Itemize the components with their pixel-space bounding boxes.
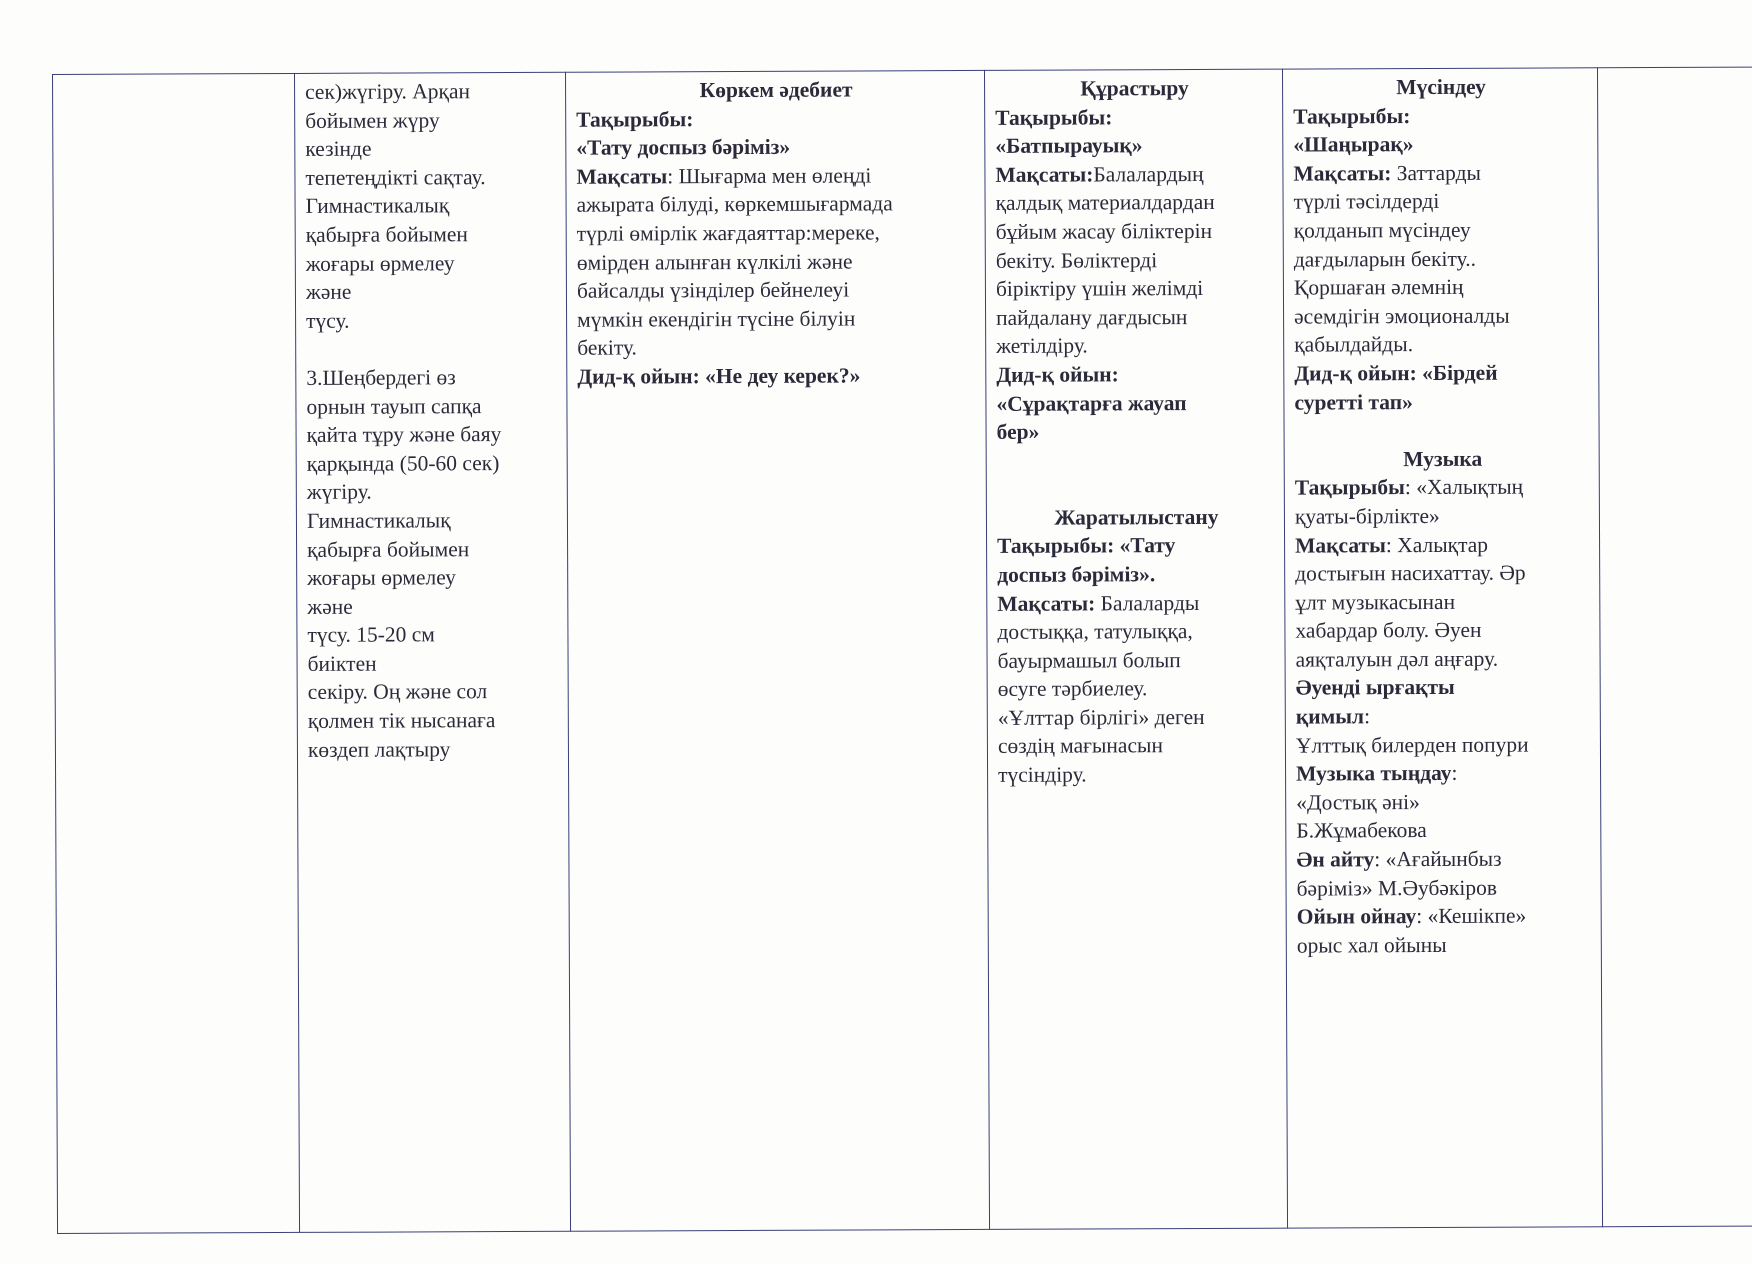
text-line: дағдыларын бекіту.. <box>1293 246 1476 272</box>
text-line: түсу. <box>306 308 350 333</box>
didactic-game: бер» <box>996 419 1040 445</box>
text-line: бекіту. Бөліктерді <box>995 247 1158 273</box>
text-line: қарқында (50-60 сек) <box>306 450 500 476</box>
text-line: жүгіру. <box>306 479 372 505</box>
text-line: және <box>307 594 353 619</box>
text-line: Б.Жұмабекова <box>1296 818 1427 844</box>
play-line <box>1297 902 1593 932</box>
text-line: өсуге тәрбиелеу. <box>997 676 1148 702</box>
topic-value: доспыз бәріміз». <box>997 562 1156 587</box>
text-line: кезінде <box>305 136 372 162</box>
goal-line <box>1293 158 1589 188</box>
text-line: қабылдайды. <box>1294 332 1414 357</box>
text-line: бекіту. <box>577 335 637 361</box>
text-line: түсу. 15-20 см <box>307 622 435 648</box>
text-line: бәріміз» М.Әубәкіров <box>1296 875 1498 901</box>
topic-label: Тақырыбы: <box>1293 103 1411 129</box>
didactic-game: Дид-қ ойын: «Бірдей <box>1294 360 1498 386</box>
text-line: байсалды үзінділер бейнелеуі <box>576 277 850 303</box>
text-line: «Достық әні» <box>1296 789 1420 815</box>
text-line: әсемдігін эмоционалды <box>1294 303 1510 329</box>
cell-empty-right <box>1597 67 1752 1227</box>
rhythm-label: Әуенді ырғақты <box>1295 675 1455 701</box>
didactic-game: «Сұрақтарға жауап <box>996 390 1187 416</box>
goal-text: : Халықтар <box>1385 532 1489 557</box>
text-line: пайдалану дағдысын <box>996 304 1188 330</box>
text-line: сек)жүгіру. Арқан <box>305 79 471 104</box>
sing-label: Ән айту <box>1296 847 1375 872</box>
text-line: биіктен <box>307 651 377 676</box>
spacer <box>306 334 558 364</box>
play-text: : «Кешікпе» <box>1416 903 1527 929</box>
goal-line <box>576 161 976 191</box>
topic-line <box>1295 473 1591 503</box>
text-line: орнын тауып сапқа <box>306 393 482 419</box>
sing-line <box>1296 844 1592 874</box>
text-line: жоғары өрмелеу <box>307 565 457 590</box>
text-line: орыс хал ойыны <box>1296 932 1447 958</box>
goal-line <box>995 159 1274 189</box>
text-line: және <box>305 279 352 305</box>
goal-text: Заттарды <box>1391 160 1482 185</box>
text-line: жоғары өрмелеу <box>305 250 455 276</box>
text-line: 3.Шеңбердегі өз <box>306 365 456 390</box>
listen-label: Музыка тыңдау <box>1296 761 1452 786</box>
goal-label: Мақсаты <box>1295 532 1386 558</box>
text-line: аяқталуын дәл аңғару. <box>1295 646 1499 672</box>
rhythm-label: қимыл <box>1295 704 1365 729</box>
text-line: Гимнастикалық <box>306 508 451 533</box>
text-line: өмірден алынған күлкілі және <box>576 249 853 275</box>
text-line: қабырға бойымен <box>305 222 468 247</box>
text-line: қайта тұру және баяу <box>306 422 502 448</box>
topic-value: «Шаңырақ» <box>1293 132 1414 157</box>
cell-physical-education <box>294 72 570 1232</box>
goal-label: Мақсаты: <box>995 162 1094 187</box>
topic-value: «Тату доспыз бәріміз» <box>576 134 791 160</box>
text-line: түрлі тәсілдерді <box>1293 189 1440 214</box>
text-line: хабардар болу. Әуен <box>1295 618 1482 643</box>
text-line: тепетеңдікті сақтау. <box>305 164 486 190</box>
text-line: қолданып мүсіндеу <box>1293 217 1471 243</box>
text-line: ұлт музыкасынан <box>1295 589 1456 615</box>
cell-literature <box>565 70 989 1231</box>
didactic-game-label: Дид-қ ойын: <box>996 362 1119 387</box>
text-line: ажырата білуді, көркемшығармада <box>576 191 893 218</box>
text-line: достығын насихаттау. Әр <box>1295 560 1526 586</box>
cell-modeling-music <box>1282 68 1602 1228</box>
table-row <box>53 67 1752 1234</box>
text-line: сөздің мағынасын <box>997 733 1163 759</box>
text-line: «Ұлттар бірлігі» деген <box>997 704 1205 730</box>
topic-text: : «Халықтың <box>1404 474 1524 500</box>
text-line: Ұлттық билерден попури <box>1295 732 1529 758</box>
goal-label: Мақсаты: <box>997 590 1096 616</box>
text-line: түрлі өмірлік жағдаяттар:мереке, <box>576 220 880 246</box>
sing-text: : «Ағайынбыз <box>1374 846 1502 872</box>
text-line: түсіндіру. <box>998 762 1087 787</box>
topic-label: Тақырыбы: «Тату <box>997 533 1176 559</box>
text-line: достыққа, татулыққа, <box>997 619 1193 644</box>
goal-line <box>1295 530 1591 560</box>
topic-value: «Батпырауық» <box>995 133 1143 159</box>
goal-text: : Шығарма мен өлеңді <box>667 163 872 189</box>
text-line: жетілдіру. <box>996 333 1088 359</box>
didactic-game: Дид-қ ойын: «Не деу керек?» <box>577 363 861 389</box>
text-line: секіру. Оң және сол <box>307 679 488 705</box>
text-line: қуаты-бірлікте» <box>1294 503 1440 529</box>
cell-empty-left <box>53 73 300 1233</box>
text-line: біріктіру үшін желімді <box>995 276 1204 302</box>
section-heading: Көркем әдебиет <box>699 77 853 103</box>
text-line: мүмкін екендігін түсіне білуін <box>577 306 856 332</box>
text-line: бұйым жасау біліктерін <box>995 218 1213 244</box>
spacer <box>997 445 1276 503</box>
text-line: көздеп лақтыру <box>307 736 451 762</box>
goal-text: Балалардың <box>1093 161 1204 187</box>
didactic-game: суретті тап» <box>1294 389 1413 415</box>
topic-label: Тақырыбы: <box>995 104 1113 130</box>
goal-label: Мақсаты: <box>1293 160 1392 186</box>
rhythm-label-line <box>1296 701 1592 731</box>
cell-construction-nature <box>984 69 1287 1229</box>
goal-line <box>997 588 1276 618</box>
play-label: Ойын ойнау <box>1296 904 1417 929</box>
section-heading: Құрастыру <box>1080 76 1189 101</box>
goal-label: Мақсаты <box>576 164 668 189</box>
section-heading: Мүсіндеу <box>1396 74 1486 100</box>
text-line: қабырға бойымен <box>307 536 470 562</box>
text-line: Гимнастикалық <box>305 193 450 219</box>
colon: : <box>1451 761 1458 786</box>
listen-line <box>1296 759 1592 789</box>
section-heading: Музыка <box>1403 446 1483 471</box>
section-heading: Жаратылыстану <box>1054 504 1219 530</box>
text-line: Қоршаған әлемнің <box>1293 274 1464 300</box>
colon: : <box>1364 704 1371 729</box>
goal-text: Балаларды <box>1095 590 1200 615</box>
text-line: бойымен жүру <box>305 107 440 133</box>
topic-label: Тақырыбы <box>1294 475 1405 500</box>
text-line: қалдық материалдардан <box>995 190 1215 216</box>
plan-table <box>52 66 1752 1234</box>
text-line: қолмен тік нысанаға <box>307 708 496 733</box>
spacer <box>1295 415 1591 445</box>
text-line: бауырмашыл болып <box>997 647 1181 673</box>
topic-label: Тақырыбы: <box>576 106 694 132</box>
